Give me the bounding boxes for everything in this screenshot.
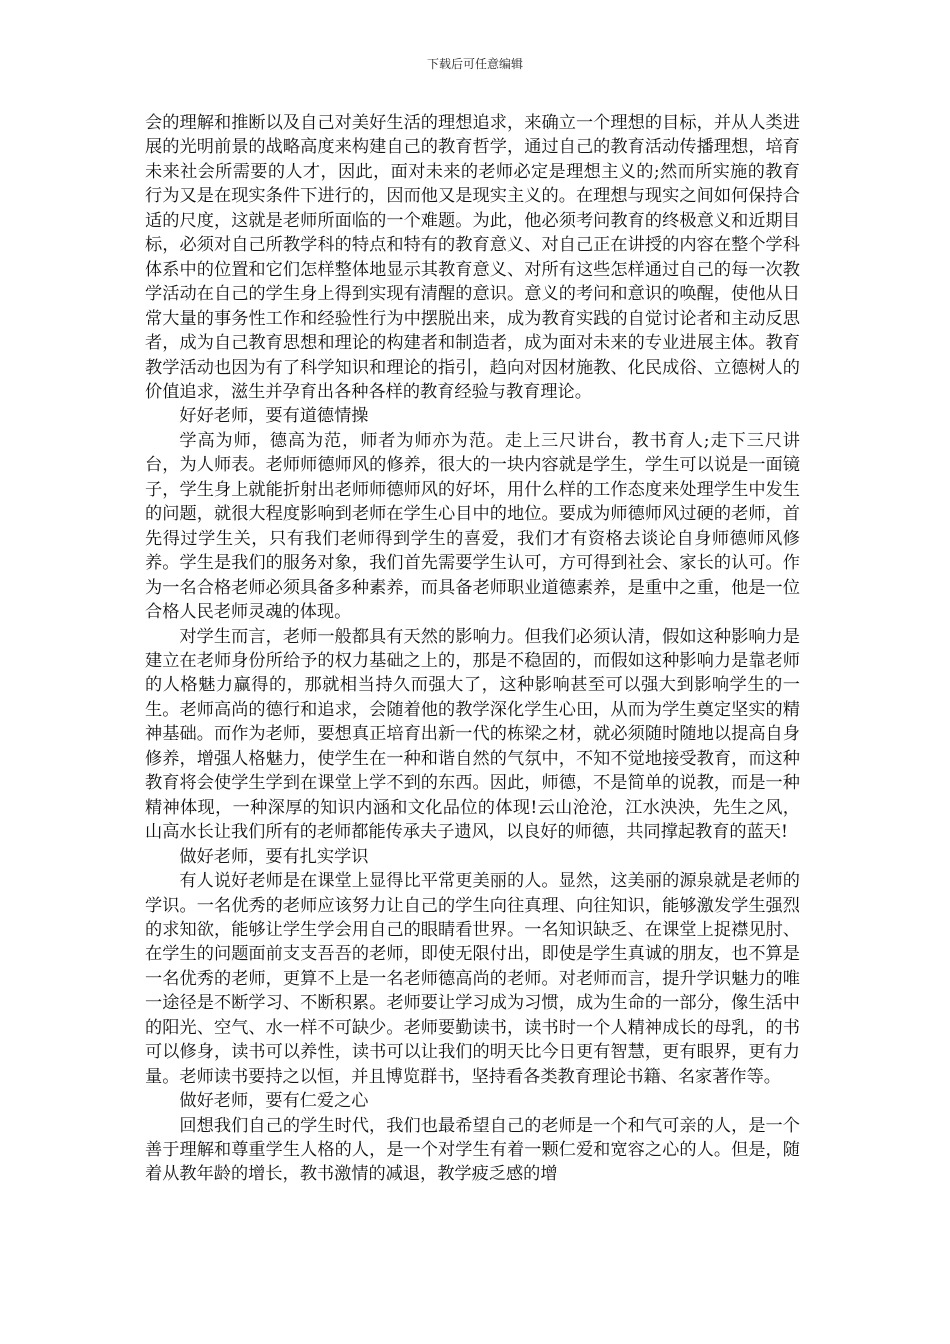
paragraph-continued: 会的理解和推断以及自己对美好生活的理想追求，来确立一个理想的目标，并从人类进展的光明前景的战略高度来构建自己的教育哲学，通过自己的教育活动传播理想，培育未来社会所需要的人才，因此，面对未来的老师必定是理想主义的;然而所实施的教育行为又是在现实条件下进行的，因而他又是现实主义的。在理想与现实之间如何保持合适的尺度，这就是老师所面临的一个难题。为此，他必须考问教育的终极意义和近期目标，必须对自己所教学科的特点和特有的教育意义、对自己正在讲授的内容在整个学科体系中的位置和它们怎样整体地显示其教育意义、对所有这些怎样通过自己的每一次教学活动在自己的学生身上得到实现有清醒的意识。意义的考问和意识的唤醒，使他从日常大量的事务性工作和经验性行为中摆脱出来，成为教育实践的自觉讨论者和主动反思者，成为自己教育思想和理论的构建者和制造者，成为面对未来的专业进展主体。教育教学活动也因为有了科学知识和理论的指引，趋向对因材施教、化民成俗、立德树人的价值追求，滋生并孕育出各种各样的教育经验与教育理论。 — [145, 113, 800, 402]
page-header: 下载后可任意编辑 — [426, 57, 523, 71]
section-heading-knowledge: 做好老师，要有扎实学识 — [179, 846, 369, 867]
paragraph: 回想我们自己的学生时代，我们也最希望自己的老师是一个和气可亲的人，是一个善于理解和尊重学生人格的人，是一个对学生有着一颗仁爱和宽容之心的人。但是，随着从教年龄的增长，教书激情的减退，教学疲乏感的增 — [145, 1115, 800, 1185]
document-body — [145, 111, 800, 1187]
paragraph: 对学生而言，老师一般都具有天然的影响力。但我们必须认清，假如这种影响力是建立在老师身份所给予的权力基础之上的，那是不稳固的，而假如这种影响力是靠老师的人格魅力赢得的，那就相当持久而强大了，这种影响甚至可以强大到影响学生的一生。老师高尚的德行和追求，会随着他的教学深化学生心田，从而为学生奠定坚实的精神基础。而作为老师，要想真正培育出新一代的栋梁之材，就必须随时随地以提高自身修养，增强人格魅力，使学生在一种和谐自然的气氛中，不知不觉地接受教育，而这种教育将会使学生学到在课堂上学不到的东西。因此，师德，不是简单的说教，而是一种精神体现，一种深厚的知识内涵和文化品位的体现!云山沧沧，江水泱泱，先生之风，山高水长让我们所有的老师都能传承夫子遗风，以良好的师德，共同撑起教育的蓝天! — [145, 626, 800, 843]
section-heading-kindness: 做好老师，要有仁爱之心 — [179, 1091, 369, 1112]
section-heading-moral: 好好老师，要有道德情操 — [179, 406, 369, 427]
paragraph: 有人说好老师是在课堂上显得比平常更美丽的人。显然，这美丽的源泉就是老师的学识。一名优秀的老师应该努力让自己的学生向往真理、向往知识，能够激发学生强烈的求知欲，能够让学生学会用自己的眼睛看世界。一名知识缺乏、在课堂上捉襟见肘、在学生的问题面前支支吾吾的老师，即使无限付出，即使是学生真诚的朋友，也不算是一名优秀的老师，更算不上是一名老师德高尚的老师。对老师而言，提升学识魅力的唯一途径是不断学习、不断积累。老师要让学习成为习惯，成为生命的一部分，像生活中的阳光、空气、水一样不可缺少。老师要勤读书，读书时一个人精神成长的母乳，的书可以修身，读书可以养性，读书可以让我们的明天比今日更有智慧，更有眼界，更有力量。老师读书要持之以恒，并且博览群书，坚持看各类教育理论书籍、名家著作等。 — [145, 871, 800, 1087]
paragraph: 学高为师，德高为范，师者为师亦为范。走上三尺讲台，教书育人;走下三尺讲台，为人师表。老师师德师风的修养，很大的一块内容就是学生，学生可以说是一面镜子，学生身上就能折射出老师师德师风的好坏，用什么样的工作态度来处理学生中发生的问题，就很大程度影响到老师在学生心目中的地位。要成为师德师风过硬的老师，首先得过学生关，只有我们老师得到学生的喜爱，我们才有资格去谈论自身师德师风修养。学生是我们的服务对象，我们首先需要学生认可，方可得到社会、家长的认可。作为一名合格老师必须具备多种素养，而具备老师职业道德素养，是重中之重，他是一位合格人民老师灵魂的体现。 — [145, 430, 800, 623]
